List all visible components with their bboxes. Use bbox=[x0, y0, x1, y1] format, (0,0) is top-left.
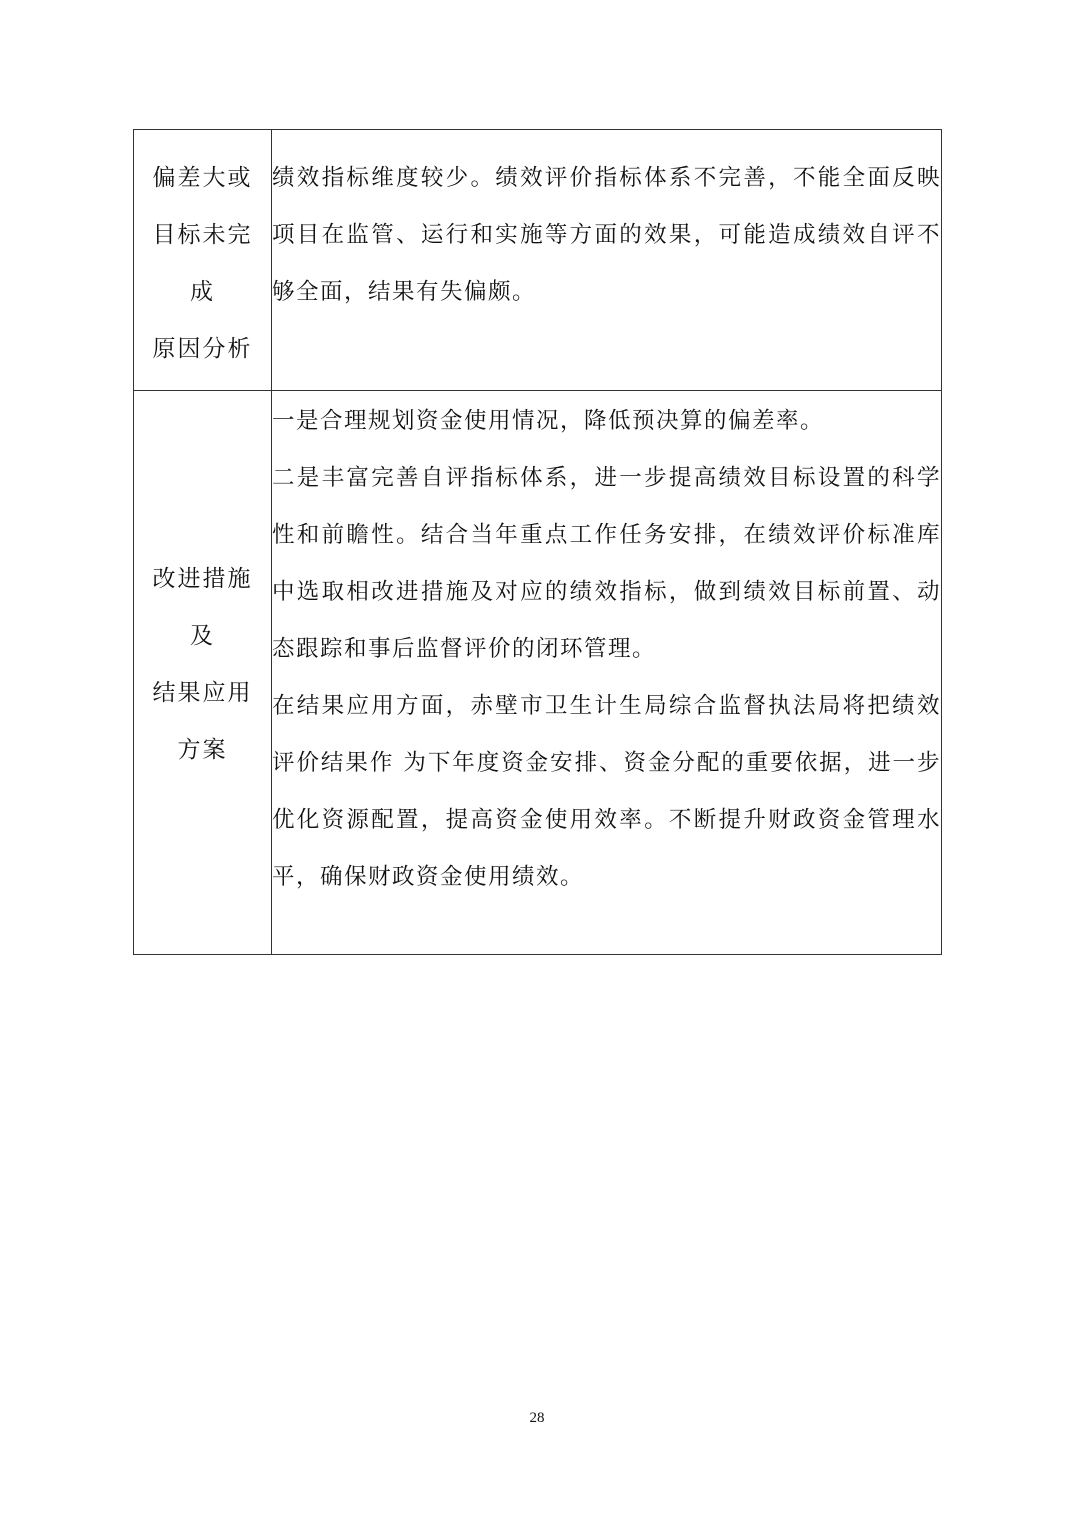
row-label-line: 原因分析 bbox=[152, 336, 253, 362]
table-row-deviation-analysis bbox=[134, 130, 942, 391]
content-paragraph: 二是丰富完善自评指标体系，进一步提高绩效目标设置的科学性和前瞻性。结合当年重点工作任务安排，在绩效评价标准库中选取相改进措施及对应的绩效指标，做到绩效目标前置、动态跟踪和事后监督评价的闭环管理。 bbox=[272, 465, 941, 662]
row-label-line: 偏差大或 bbox=[152, 165, 253, 191]
page-number: 28 bbox=[529, 1410, 545, 1426]
row-content-cell bbox=[272, 391, 942, 955]
content-paragraph: 绩效指标维度较少。绩效评价指标体系不完善，不能全面反映项目在监管、运行和实施等方面的效果，可能造成绩效自评不够全面，结果有失偏颇。 bbox=[272, 165, 941, 305]
evaluation-table bbox=[133, 129, 942, 955]
content-paragraph: 一是合理规划资金使用情况，降低预决算的偏差率。 bbox=[272, 408, 825, 434]
row-label-line: 结果应用 bbox=[152, 680, 253, 706]
content-paragraph: 在结果应用方面，赤壁市卫生计生局综合监督执法局将把绩效评价结果作 为下年度资金安排、资金分配的重要依据，进一步优化资源配置，提高资金使用效率。不断提升财政资金管理水平，确保财政资金使用绩效。 bbox=[272, 693, 941, 890]
row-label-cell bbox=[134, 130, 272, 391]
row-label-line: 改进措施 bbox=[152, 566, 253, 592]
row-label-line: 方案 bbox=[177, 737, 228, 763]
row-content-cell bbox=[272, 130, 942, 391]
row-label-cell bbox=[134, 391, 272, 955]
row-label-line: 及 bbox=[190, 623, 215, 649]
row-label-line: 目标未完 bbox=[152, 222, 253, 248]
row-label-line: 成 bbox=[190, 279, 215, 305]
table-row-improvement-measures bbox=[134, 391, 942, 955]
